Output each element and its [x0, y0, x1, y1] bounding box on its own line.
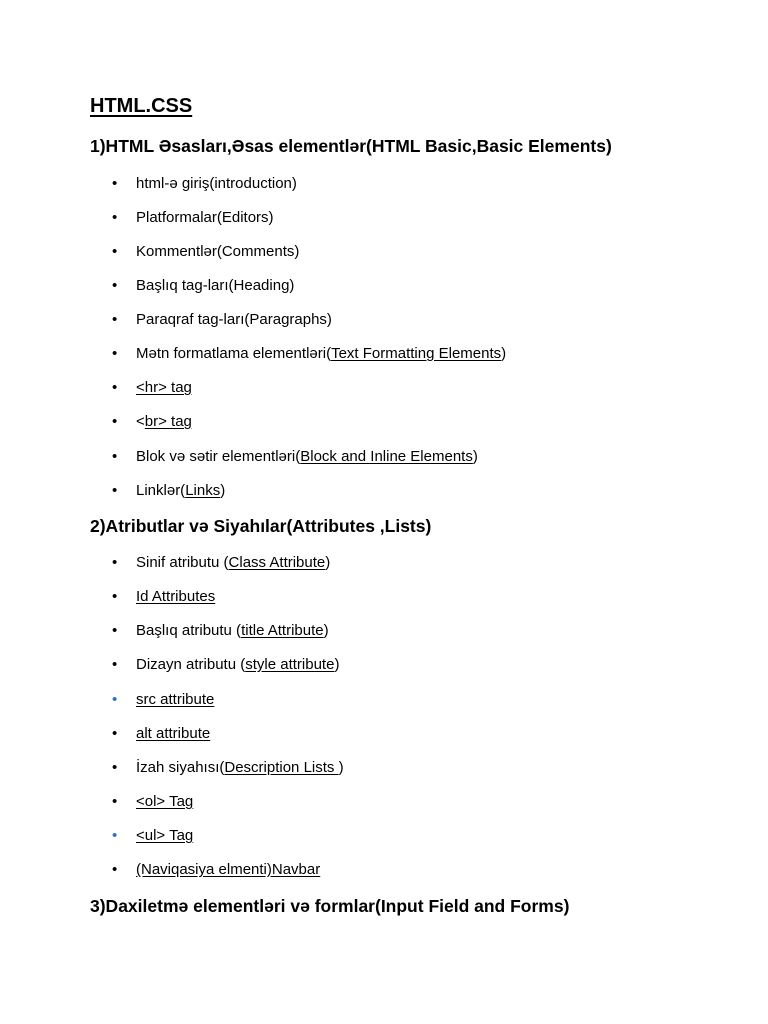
- list-item: [112, 309, 712, 331]
- section-heading-1: 1)HTML Əsasları,Əsas elementlər(HTML Basic,Basic Elements): [90, 136, 612, 156]
- bullet-icon: •: [112, 588, 118, 605]
- item-text: Kommentlər(Comments): [136, 243, 300, 260]
- item-link[interactable]: title Attribute: [241, 622, 324, 639]
- list-item: [112, 723, 712, 745]
- item-text: Başlıq tag-ları(Heading): [136, 277, 295, 294]
- bullet-icon: •: [112, 277, 118, 294]
- bullet-icon: •: [112, 656, 118, 673]
- item-text: html-ə giriş(introduction): [136, 175, 297, 192]
- item-text-after: ): [501, 345, 507, 362]
- item-text: <: [136, 413, 145, 430]
- item-text-after: ): [472, 448, 478, 465]
- bullet-icon: •: [112, 243, 118, 260]
- item-link[interactable]: br> tag: [144, 413, 192, 430]
- bullet-icon: •: [112, 759, 118, 776]
- item-link[interactable]: Class Attribute: [228, 554, 326, 571]
- bullet-icon: •: [112, 622, 118, 639]
- list-item: [112, 791, 712, 813]
- bullet-icon: •: [112, 345, 118, 362]
- item-link[interactable]: Description Lists: [224, 759, 339, 776]
- bullet-icon: •: [112, 725, 118, 742]
- item-link[interactable]: Text Formatting Elements: [331, 345, 502, 362]
- section-heading-3: 3)Daxiletmə elementləri və formlar(Input Field and Forms): [90, 896, 570, 916]
- bullet-icon: •: [112, 209, 118, 226]
- item-link[interactable]: src attribute: [136, 691, 215, 708]
- bullet-icon: •: [112, 861, 118, 878]
- list-item: [112, 859, 712, 881]
- list-item: [112, 411, 712, 433]
- bullet-icon: •: [112, 311, 118, 328]
- item-text-after: ): [334, 656, 340, 673]
- item-link[interactable]: style attribute: [245, 656, 335, 673]
- item-text: Başlıq atributu (: [136, 622, 242, 639]
- document-title: HTML.CSS: [90, 95, 193, 117]
- list-item: [112, 480, 712, 502]
- item-text-after: ): [325, 554, 331, 571]
- list-item: [112, 552, 712, 574]
- list-item: [112, 620, 712, 642]
- item-link[interactable]: alt attribute: [136, 725, 211, 742]
- bullet-icon: •: [112, 554, 118, 571]
- item-link[interactable]: Id Attributes: [136, 588, 216, 605]
- list-item: [112, 446, 712, 468]
- item-text-after: ): [220, 482, 226, 499]
- item-text: Dizayn atributu (: [136, 656, 246, 673]
- list-item: [112, 689, 712, 711]
- item-link[interactable]: <hr> tag: [136, 379, 192, 396]
- bullet-icon: •: [112, 448, 118, 465]
- item-text-after: ): [338, 759, 344, 776]
- bullet-icon: •: [112, 827, 118, 844]
- bullet-icon: •: [112, 691, 118, 708]
- item-link[interactable]: Block and Inline Elements: [300, 448, 473, 465]
- list-item: [112, 275, 712, 297]
- bullet-icon: •: [112, 793, 118, 810]
- item-text: Sinif atributu (: [136, 554, 229, 571]
- item-link[interactable]: Links: [185, 482, 221, 499]
- list-item: [112, 586, 712, 608]
- item-text: Mətn formatlama elementləri(: [136, 345, 332, 362]
- bullet-icon: •: [112, 413, 118, 430]
- item-text: İzah siyahısı(: [136, 759, 225, 776]
- item-link[interactable]: <ul> Tag: [136, 827, 194, 844]
- list-item: [112, 343, 712, 365]
- list-item: [112, 654, 712, 676]
- item-link[interactable]: <ol> Tag: [136, 793, 194, 810]
- item-text-after: ): [323, 622, 329, 639]
- list-item: [112, 173, 712, 195]
- list-item: [112, 757, 712, 779]
- item-text: Blok və sətir elementləri(: [136, 448, 301, 465]
- bullet-icon: •: [112, 379, 118, 396]
- list-item: [112, 825, 712, 847]
- list-item: [112, 377, 712, 399]
- list-item: [112, 207, 712, 229]
- list-item: [112, 241, 712, 263]
- item-text: Platformalar(Editors): [136, 209, 274, 226]
- section-heading-2: 2)Atributlar və Siyahılar(Attributes ,Lists): [90, 516, 432, 536]
- bullet-icon: •: [112, 175, 118, 192]
- item-link[interactable]: (Naviqasiya elmenti)Navbar: [136, 861, 321, 878]
- bullet-icon: •: [112, 482, 118, 499]
- item-text: Paraqraf tag-ları(Paragraphs): [136, 311, 332, 328]
- item-text: Linklər(: [136, 482, 186, 499]
